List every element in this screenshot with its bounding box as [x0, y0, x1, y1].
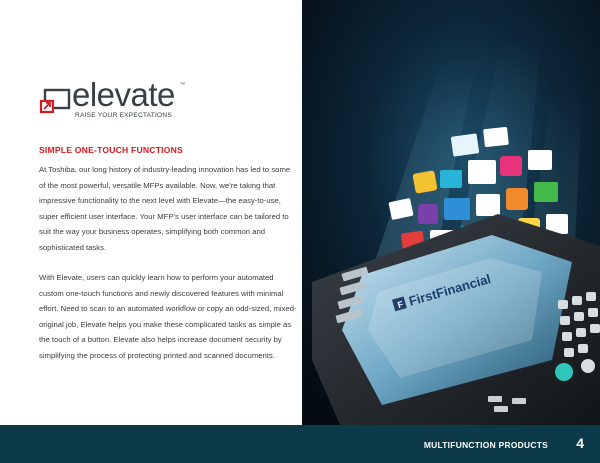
footer-section-label: MULTIFUNCTION PRODUCTS	[423, 440, 548, 450]
body-paragraph-1: At Toshiba, our long history of industry-leading innovation has led to some of the most powerful, versatile MFPs available. Now, we’re taking that impressive functionality to the next level with Elevate—the easy-to-use, super efficient user interface. Your MFP’s user interface can be tailored to suit the way your business operates, simplifying both common and sophisticated tasks.	[39, 165, 291, 252]
mfp-illustration	[302, 0, 600, 425]
logo-wordmark: elevate	[72, 76, 175, 113]
logo-trademark: ™	[180, 82, 185, 88]
mfp-photo	[302, 0, 600, 425]
text-column	[0, 0, 302, 425]
start-button	[555, 363, 573, 381]
page-number: 4	[576, 435, 584, 451]
elevate-logo	[38, 76, 198, 124]
screen-brand-text: FirstFinancial	[407, 271, 493, 309]
elevate-mark-icon	[38, 88, 72, 116]
svg-text:F: F	[396, 299, 405, 311]
logo-tagline: RAISE YOUR EXPECTATIONS	[75, 112, 172, 119]
section-heading: SIMPLE ONE-TOUCH FUNCTIONS	[39, 145, 183, 155]
body-paragraph-2: With Elevate, users can quickly learn how to perform your automated custom one-touch functions and newly discovered features with minimal effort. Need to scan to an automated workflow or copy an odd-sized, mixed-original job, Elevate helps you make these complicated tasks as simple as the touch of a button. Elevate also helps increase document security by simplifying the process of protecting printed and scanned documents.	[39, 273, 297, 360]
page-footer	[0, 425, 600, 463]
